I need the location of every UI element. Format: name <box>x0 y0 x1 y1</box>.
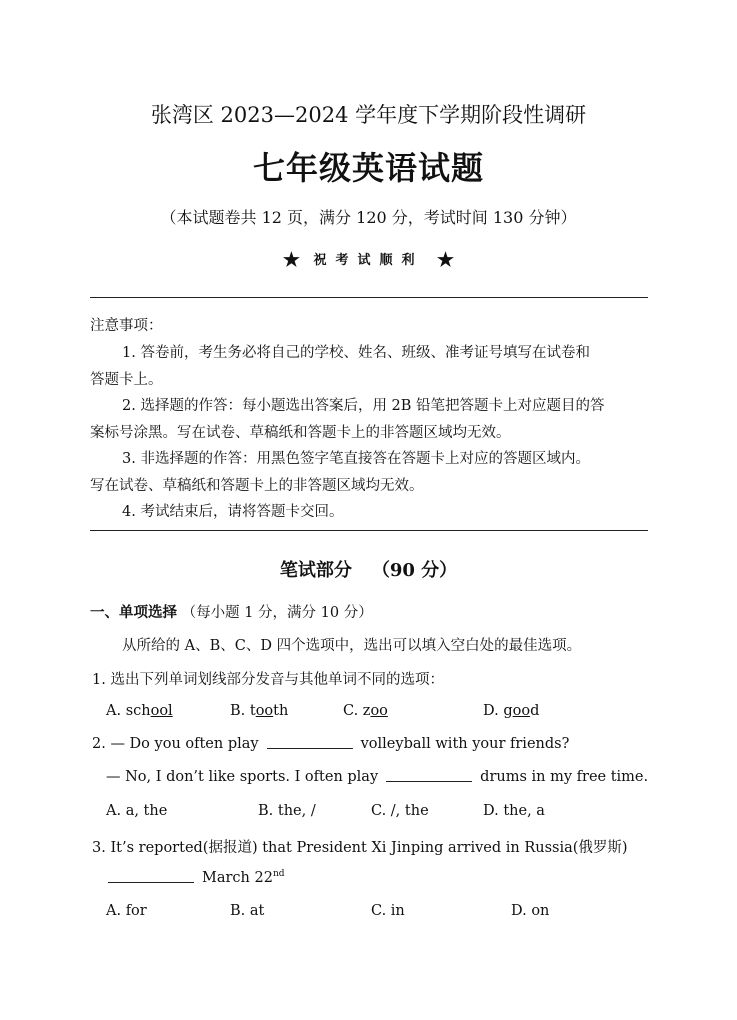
q3-line-2: March 22nd <box>108 869 285 886</box>
q1-option-a: A. school <box>106 703 173 719</box>
divider-bottom <box>90 530 648 531</box>
q2-option-a: A. a, the <box>106 803 168 819</box>
q3-option-c: C. in <box>371 903 405 919</box>
part1-heading-row <box>90 601 373 622</box>
answer-blank <box>108 870 194 883</box>
notice-item-4: 4. 考试结束后，请将答题卡交回。 <box>122 504 344 520</box>
section-points: （90 分） <box>371 560 458 581</box>
section-title-text: 笔试部分 <box>279 560 352 581</box>
q1-option-c: C. zoo <box>343 703 388 719</box>
q1-option-b: B. tooth <box>230 703 289 719</box>
good-luck-text: 祝考试顺利 <box>313 253 424 268</box>
q3-option-b: B. at <box>230 903 265 919</box>
notice-item-2-line-1: 2. 选择题的作答：每小题选出答案后，用 2B 铅笔把答题卡上对应题目的答 <box>122 398 605 414</box>
exam-title: 七年级英语试题 <box>252 149 484 187</box>
exam-subtitle: （本试题卷共 12 页，满分 120 分，考试时间 130 分钟） <box>160 208 577 227</box>
star-icon: ★ <box>282 249 300 271</box>
q1-stem: 1. 选出下列单词划线部分发音与其他单词不同的选项： <box>92 672 444 688</box>
notice-heading: 注意事项： <box>90 318 163 334</box>
notice-item-1-line-2: 答题卡上。 <box>90 372 163 388</box>
q1-option-d: D. good <box>483 703 540 719</box>
star-icon: ★ <box>437 249 455 271</box>
notice-item-2-line-2: 案标号涂黑。写在试卷、草稿纸和答题卡上的非答题区域均无效。 <box>90 425 511 441</box>
answer-blank <box>386 769 472 782</box>
q2-option-d: D. the, a <box>483 803 545 819</box>
q2-line-1: 2. — Do you often play volleyball with your friends? <box>92 736 570 752</box>
notice-item-1-line-1: 1. 答卷前，考生务必将自己的学校、姓名、班级、准考证号填写在试卷和 <box>122 345 590 361</box>
good-luck-banner <box>0 249 737 271</box>
part1-instruction: 从所给的 A、B、C、D 四个选项中，选出可以填入空白处的最佳选项。 <box>122 638 582 654</box>
q3-option-a: A. for <box>106 903 147 919</box>
q2-option-c: C. /, the <box>371 803 429 819</box>
q3-line-1: 3. It’s reported(据报道) that President Xi Jinping arrived in Russia(俄罗斯) <box>92 840 628 856</box>
district-title: 张湾区 2023—2024 学年度下学期阶段性调研 <box>150 103 587 127</box>
answer-blank <box>267 736 353 749</box>
q3-option-d: D. on <box>511 903 550 919</box>
q2-line-2: — No, I don’t like sports. I often play drums in my free time. <box>106 769 649 785</box>
notice-item-3-line-2: 写在试卷、草稿纸和答题卡上的非答题区域均无效。 <box>90 478 424 494</box>
divider-top <box>90 297 648 298</box>
part1-scoring: （每小题 1 分，满分 10 分） <box>181 605 373 621</box>
section-title <box>0 556 737 582</box>
q2-option-b: B. the, / <box>258 803 316 819</box>
notice-item-3-line-1: 3. 非选择题的作答：用黑色签字笔直接答在答题卡上对应的答题区域内。 <box>122 451 590 467</box>
part1-heading: 一、单项选择 <box>90 604 177 621</box>
